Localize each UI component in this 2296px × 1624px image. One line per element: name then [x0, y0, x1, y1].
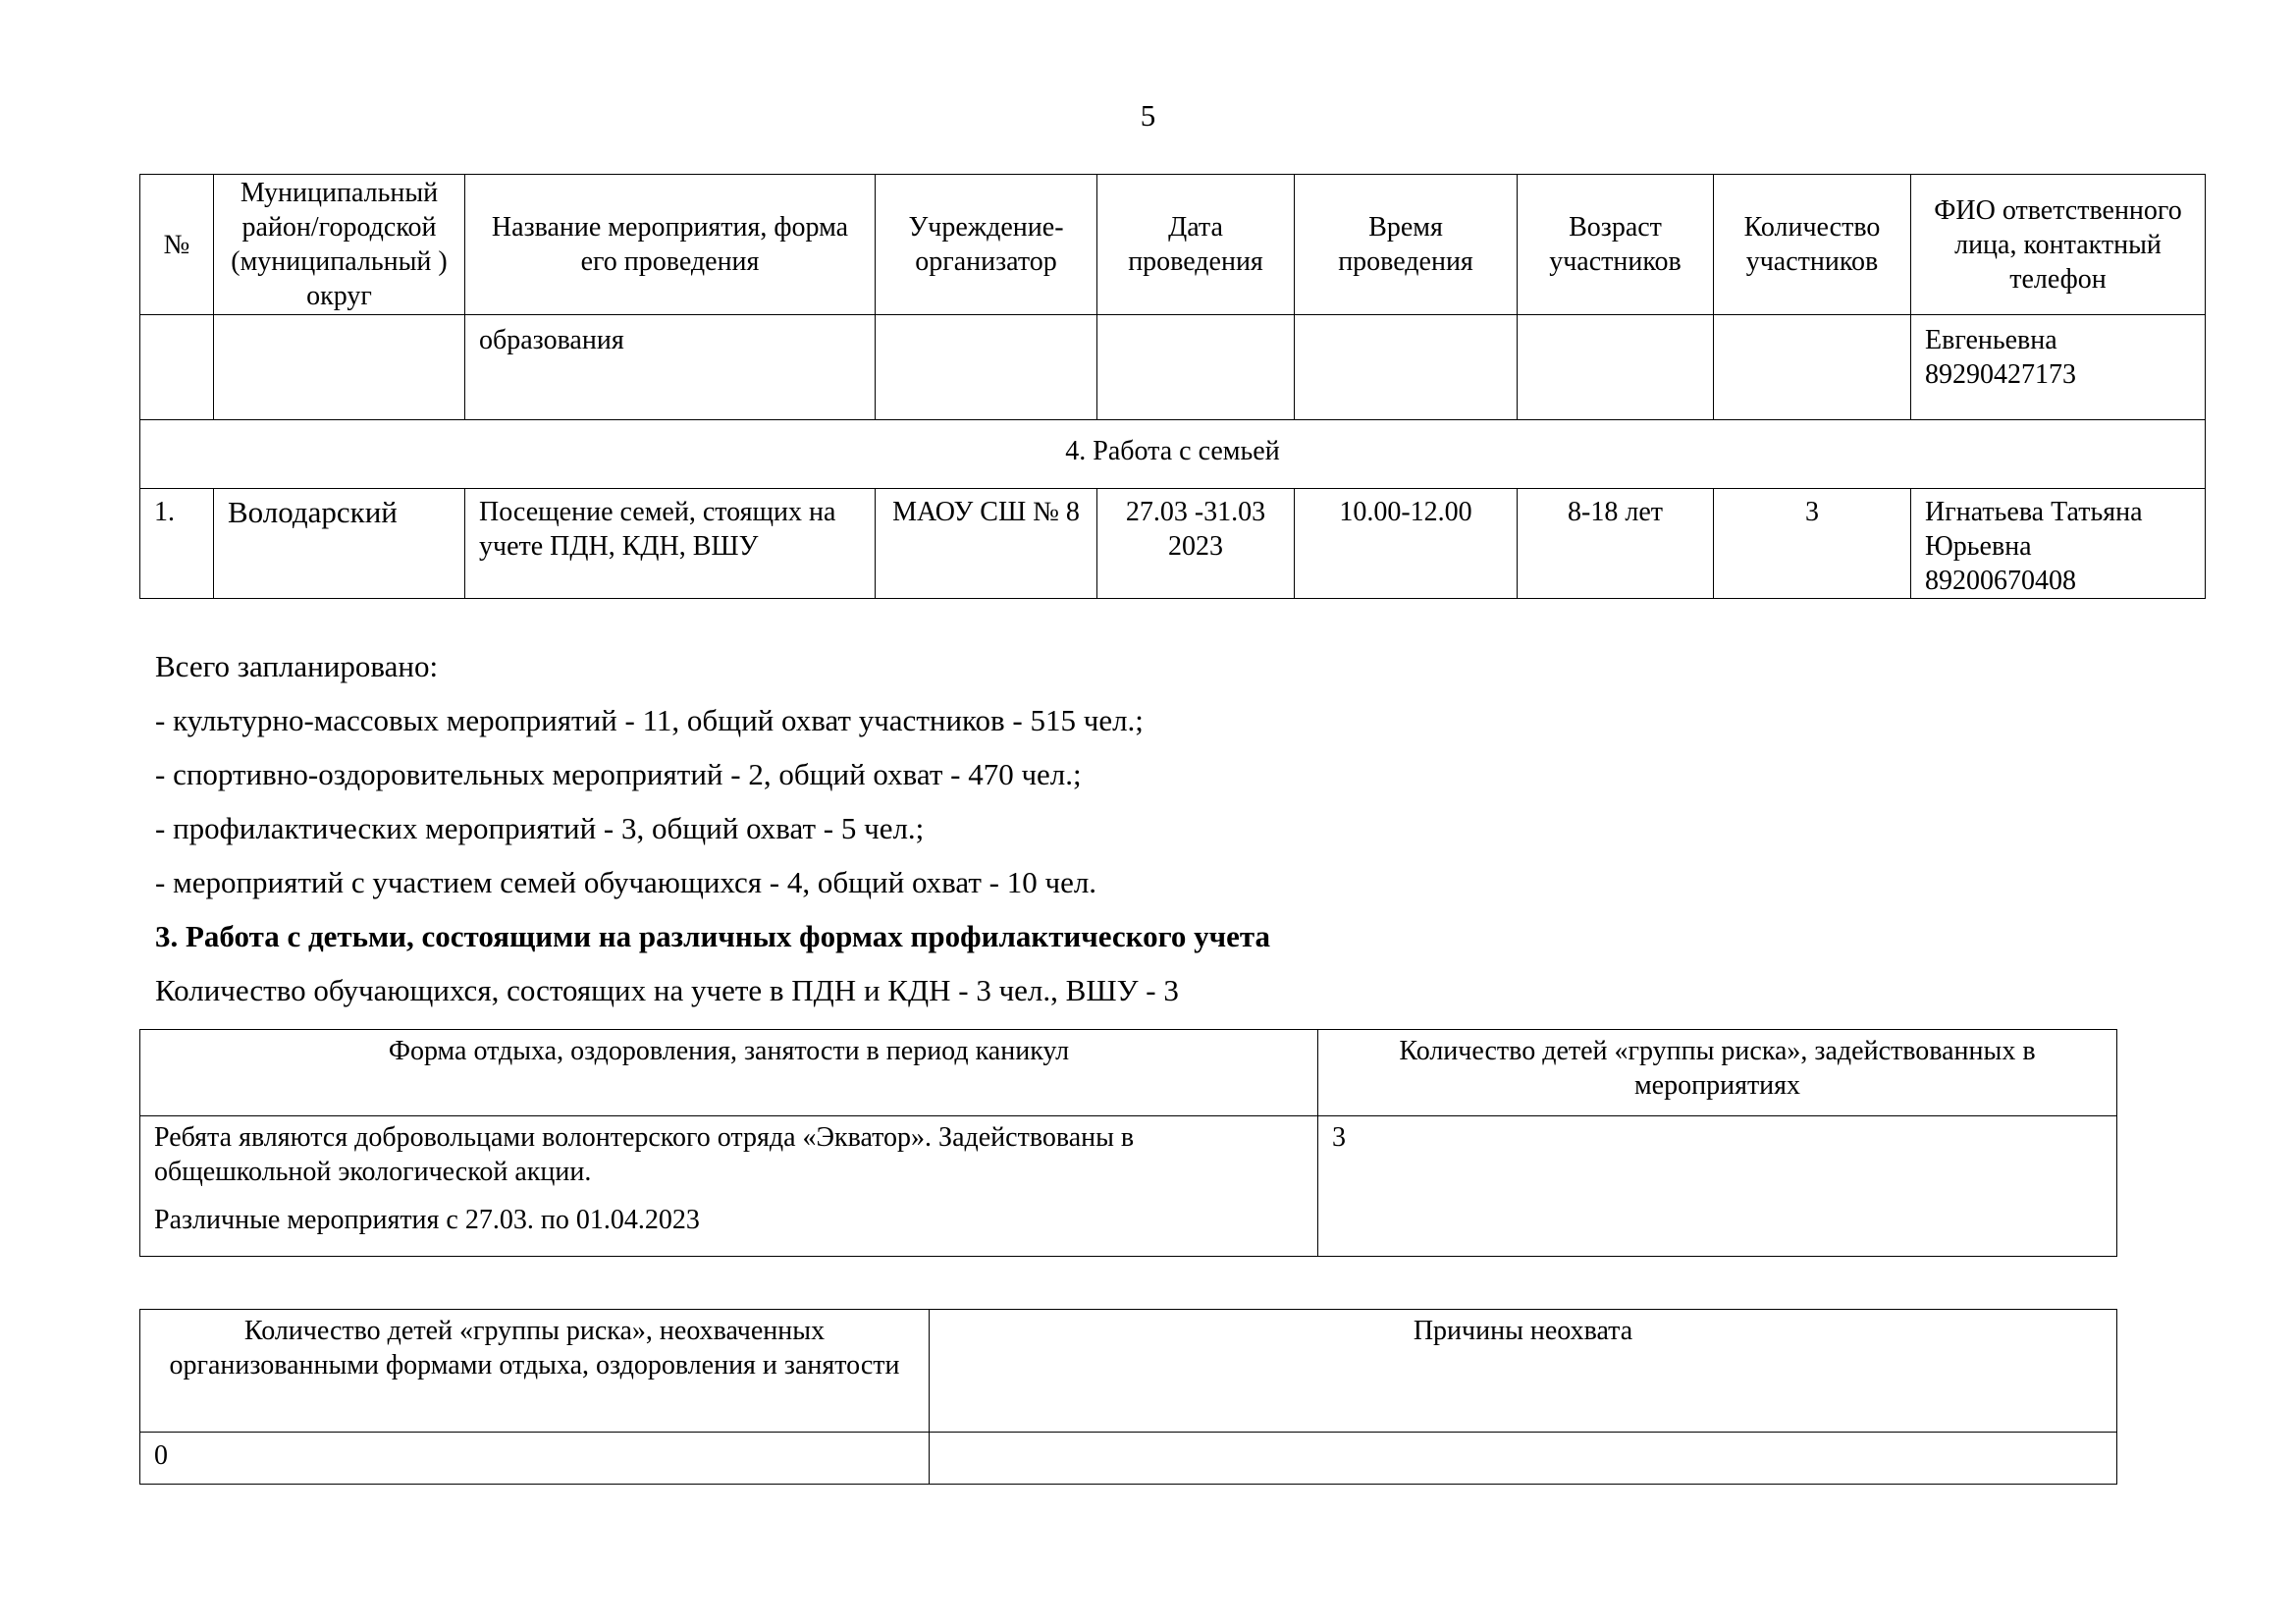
- uncovered-children-table: [139, 1309, 2117, 1485]
- table-row: [140, 489, 2206, 599]
- cell-event-name: образования: [465, 315, 876, 420]
- cell-district: Володарский: [214, 489, 465, 599]
- summary-line: - культурно-массовых мероприятий - 11, общий охват участников - 515 чел.;: [155, 703, 1144, 737]
- cell-responsible: Игнатьева Татьяна Юрьевна 89200670408: [1911, 489, 2206, 599]
- header-involved-count: Количество детей «группы риска», задействованных в мероприятиях: [1318, 1030, 2117, 1116]
- cell-involved-count: 3: [1318, 1116, 2117, 1257]
- header-responsible: ФИО ответственного лица, контактный телефон: [1911, 175, 2206, 315]
- summary-line: - мероприятий с участием семей обучающихся - 4, общий охват - 10 чел.: [155, 865, 1097, 899]
- header-count: Количество участников: [1714, 175, 1911, 315]
- summary-line: - спортивно-оздоровительных мероприятий - 2, общий охват - 470 чел.;: [155, 757, 1082, 791]
- cell-date: 27.03 -31.03 2023: [1097, 489, 1295, 599]
- summary-block: [155, 648, 2177, 1026]
- cell-uncovered-count: 0: [140, 1433, 930, 1485]
- header-district: Муниципальный район/городской (муниципальный ) округ: [214, 175, 465, 315]
- section-heading: 3. Работа с детьми, состоящими на различных формах профилактического учета: [155, 919, 1271, 953]
- page-number: 5: [1140, 98, 1156, 133]
- table-header-row: [140, 1310, 2117, 1433]
- cell-organizer: МАОУ СШ № 8: [876, 489, 1097, 599]
- header-age: Возраст участников: [1518, 175, 1714, 315]
- header-uncovered-count: Количество детей «группы риска», неохваченных организованными формами отдыха, оздоровления и занятости: [140, 1310, 930, 1433]
- summary-line: - профилактических мероприятий - 3, общий охват - 5 чел.;: [155, 811, 925, 845]
- holiday-activities-table: [139, 1029, 2117, 1257]
- cell-time: 10.00-12.00: [1295, 489, 1518, 599]
- cell-count: 3: [1714, 489, 1911, 599]
- table-row: [140, 1433, 2117, 1485]
- table-row: [140, 1116, 2117, 1257]
- header-form: Форма отдыха, оздоровления, занятости в период каникул: [140, 1030, 1318, 1116]
- section-title: 4. Работа с семьей: [140, 420, 2206, 489]
- summary-intro: Всего запланировано:: [155, 649, 439, 683]
- header-time: Время проведения: [1295, 175, 1518, 315]
- table-header-row: [140, 175, 2206, 315]
- header-reasons: Причины неохвата: [930, 1310, 2117, 1433]
- registered-count-line: Количество обучающихся, состоящих на учете в ПДН и КДН - 3 чел., ВШУ - 3: [155, 973, 1179, 1007]
- table-header-row: [140, 1030, 2117, 1116]
- cell-reasons: [930, 1433, 2117, 1485]
- events-plan-table: [139, 174, 2206, 599]
- header-organizer: Учреждение-организатор: [876, 175, 1097, 315]
- cell-number: 1.: [140, 489, 214, 599]
- cell-age: 8-18 лет: [1518, 489, 1714, 599]
- section-row: [140, 420, 2206, 489]
- header-event-name: Название мероприятия, форма его проведения: [465, 175, 876, 315]
- header-number: №: [140, 175, 214, 315]
- table-row: [140, 315, 2206, 420]
- cell-responsible: Евгеньевна 89290427173: [1911, 315, 2206, 420]
- cell-event-name: Посещение семей, стоящих на учете ПДН, КДН, ВШУ: [465, 489, 876, 599]
- cell-form: Ребята являются добровольцами волонтерского отряда «Экватор». Задействованы в общешкольной экологической акции. Различные мероприятия с 27.03. по 01.04.2023: [140, 1116, 1318, 1257]
- header-date: Дата проведения: [1097, 175, 1295, 315]
